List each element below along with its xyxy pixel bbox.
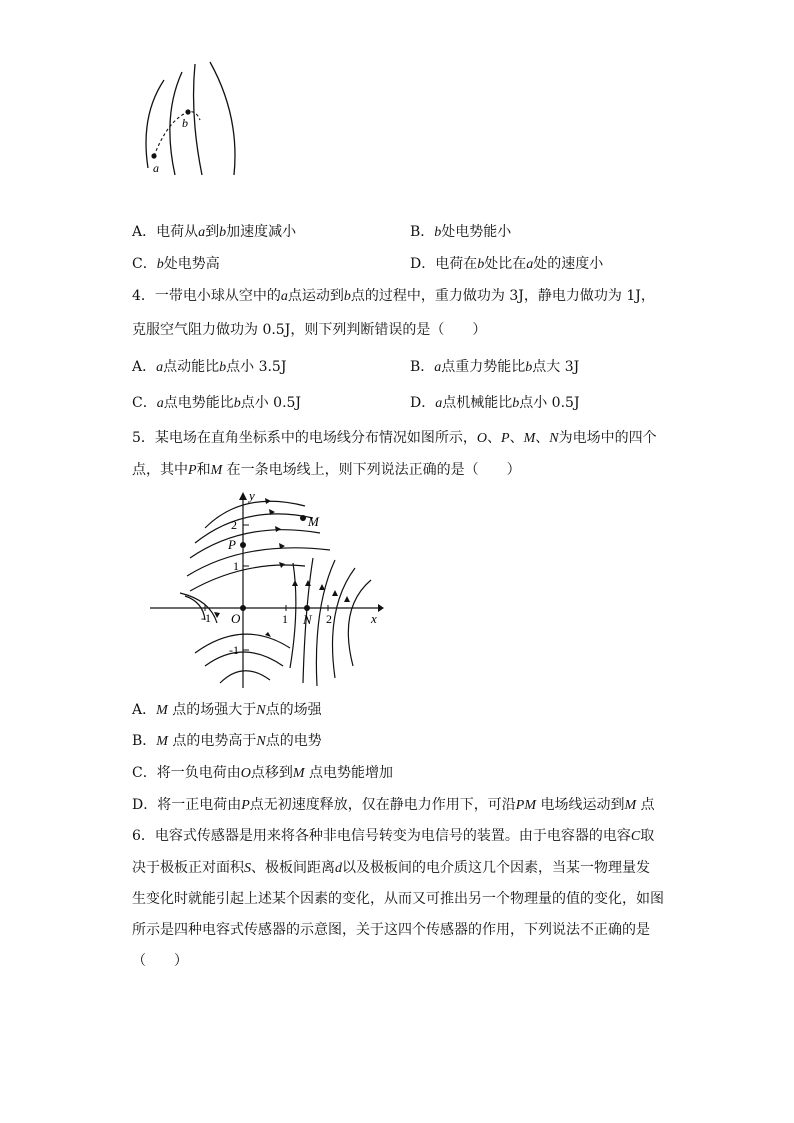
arrow-right-3	[319, 584, 325, 590]
field-line-top-4	[187, 548, 330, 576]
label-a: a	[153, 161, 159, 175]
q4-option-d: D．a点机械能比b点小 0.5J	[410, 395, 580, 411]
arrow-top-1	[265, 498, 271, 504]
arrow-right-4	[332, 590, 338, 596]
q6-line3: 生变化时就能引起上述某个因素的变化，从而又可推出另一个物理量的值的变化，如图	[132, 891, 664, 907]
q3-option-d: D．电荷在b处比在a处的速度小	[410, 256, 604, 272]
tick-label-x-neg1: -1	[201, 611, 211, 625]
field-line-3	[194, 64, 202, 175]
q3-option-b: B．b处电势能小	[410, 224, 512, 240]
field-line-top-2	[195, 514, 313, 543]
tick-label-y-2: 2	[231, 518, 237, 532]
field-line-top-3	[190, 530, 320, 558]
q6-line1: 6．电容式传感器是用来将各种非电信号转变为电信号的装置。由于电容器的电容C取	[132, 828, 655, 844]
tick-label-y-neg1: -1	[229, 643, 239, 657]
q5-stem-line2: 点，其中P和M 在一条电场线上，则下列说法正确的是（ ）	[132, 462, 521, 478]
point-N	[304, 605, 310, 611]
point-M	[300, 515, 306, 521]
q4-option-b: B．a点重力势能比b点大 3J	[410, 359, 580, 375]
field-line-top-5	[190, 565, 305, 591]
label-M: M	[308, 514, 319, 529]
field-line-4	[210, 62, 235, 175]
y-axis-arrow	[239, 492, 247, 500]
label-N: N	[303, 612, 312, 627]
q6-line4: 所示是四种电容式传感器的示意图，关于这四个传感器的作用，下列说法不正确的是	[132, 922, 650, 938]
arrow-top-3	[275, 526, 281, 532]
q6-line2: 决于极板正对面积S、极板间距离d以及极板间的电介质这几个因素，当某一物理量发	[132, 860, 650, 876]
q6-line5: （ ）	[132, 953, 188, 969]
q4-option-c: C．a点电势能比b点小 0.5J	[132, 395, 302, 411]
x-axis-arrow	[378, 604, 384, 612]
q5-option-b: B．M 点的电势高于N点的电势	[132, 733, 322, 749]
point-a	[151, 153, 156, 158]
tick-label-y-1: 1	[233, 559, 239, 573]
q3-option-c: C．b处电势高	[132, 256, 220, 272]
field-line-right-5	[348, 580, 371, 666]
figure-field-lines-trajectory	[140, 58, 250, 183]
tick-label-x-1: 1	[282, 612, 288, 626]
arrow-right-1	[292, 580, 298, 586]
q5-option-a: A．M 点的场强大于N点的场强	[132, 702, 322, 718]
q4-stem-line1: 4．一带电小球从空中的a点运动到b点的过程中，重力做功为 3J，静电力做功为 1J，	[132, 288, 655, 304]
q4-stem-line2: 克服空气阻力做功为 0.5J，则下列判断错误的是（ ）	[132, 322, 487, 338]
tick-label-x-2: 2	[326, 612, 332, 626]
trajectory-dashed	[154, 112, 200, 156]
arrow-right-5	[344, 596, 350, 602]
label-P: P	[228, 537, 236, 552]
axis-y-label: y	[249, 488, 255, 503]
point-b	[185, 109, 190, 114]
point-O	[240, 605, 246, 611]
q3-option-a: A．电荷从a到b加速度减小	[132, 224, 297, 240]
origin-label: O	[231, 611, 241, 626]
q5-option-c: C．将一负电荷由O点移到M 点电势能增加	[132, 765, 393, 781]
label-b: b	[182, 116, 188, 130]
q5-option-d: D．将一正电荷由P点无初速度释放，仅在静电力作用下，可沿PM 电场线运动到M 点	[132, 797, 655, 813]
field-line-2	[170, 72, 182, 175]
axis-x-label: x	[371, 611, 377, 626]
q4-option-a: A．a点动能比b点小 3.5J	[132, 359, 287, 375]
field-line-right-1	[290, 563, 296, 668]
point-P	[240, 542, 246, 548]
field-line-bottom-2	[205, 652, 283, 666]
figure-field-coordinate-system	[145, 488, 385, 693]
arrow-bottom-1	[265, 632, 271, 637]
field-line-bottom-3	[220, 671, 270, 683]
q5-stem-line1: 5．某电场在直角坐标系中的电场线分布情况如图所示，O、P、M、N为电场中的四个	[132, 430, 657, 446]
